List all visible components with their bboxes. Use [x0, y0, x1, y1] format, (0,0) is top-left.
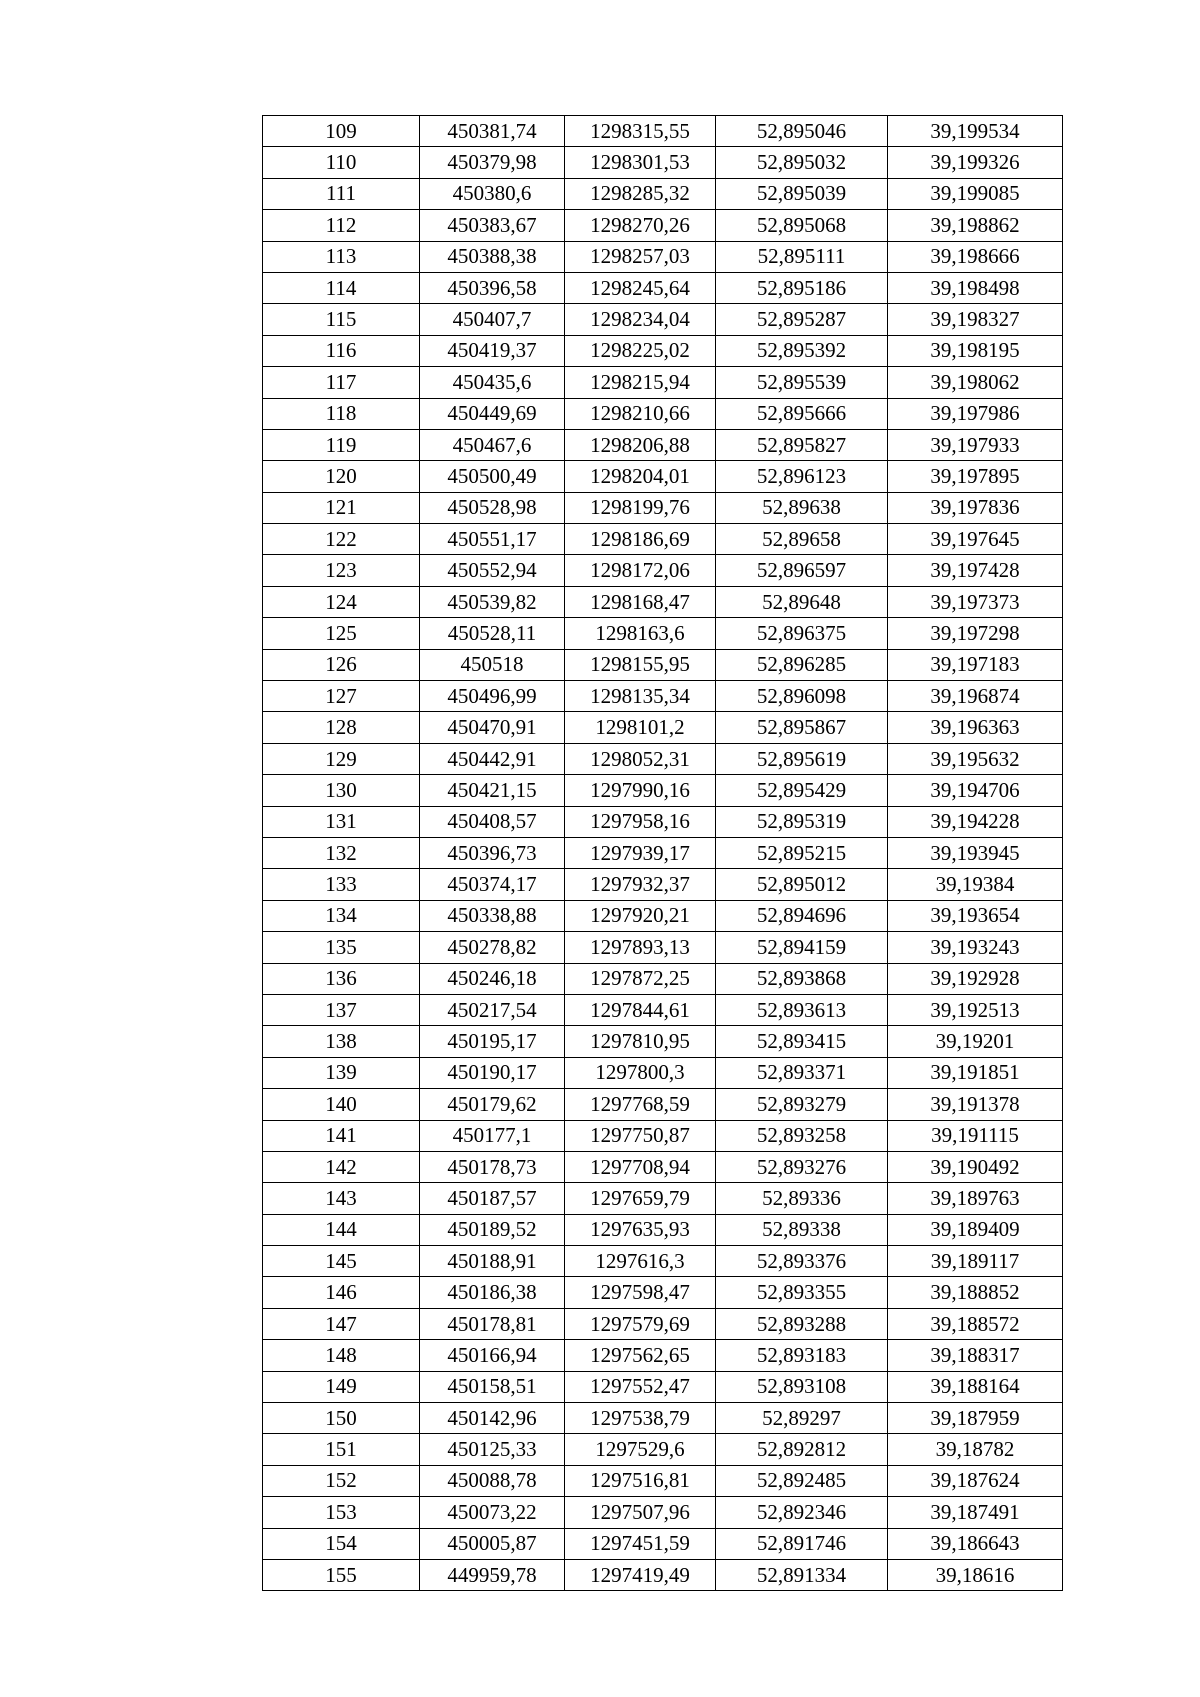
point-number-cell: 120 [263, 461, 420, 492]
x-coordinate-cell: 450435,6 [420, 367, 565, 398]
point-number-cell: 150 [263, 1403, 420, 1434]
x-coordinate-cell: 450166,94 [420, 1340, 565, 1371]
y-coordinate-cell: 1297958,16 [565, 806, 716, 837]
table-row [263, 1089, 1063, 1120]
point-number-cell: 123 [263, 555, 420, 586]
y-coordinate-cell: 1298206,88 [565, 429, 716, 460]
longitude-cell: 39,187491 [888, 1497, 1063, 1528]
latitude-cell: 52,89638 [716, 492, 888, 523]
y-coordinate-cell: 1297810,95 [565, 1026, 716, 1057]
x-coordinate-cell: 450190,17 [420, 1057, 565, 1088]
point-number-cell: 121 [263, 492, 420, 523]
latitude-cell: 52,895215 [716, 837, 888, 868]
latitude-cell: 52,892485 [716, 1465, 888, 1496]
latitude-cell: 52,895666 [716, 398, 888, 429]
longitude-cell: 39,198498 [888, 272, 1063, 303]
table-row [263, 743, 1063, 774]
table-row [263, 994, 1063, 1025]
y-coordinate-cell: 1297990,16 [565, 775, 716, 806]
longitude-cell: 39,186643 [888, 1528, 1063, 1559]
longitude-cell: 39,197933 [888, 429, 1063, 460]
point-number-cell: 148 [263, 1340, 420, 1371]
point-number-cell: 124 [263, 586, 420, 617]
point-number-cell: 119 [263, 429, 420, 460]
point-number-cell: 153 [263, 1497, 420, 1528]
y-coordinate-cell: 1297419,49 [565, 1559, 716, 1590]
y-coordinate-cell: 1297538,79 [565, 1403, 716, 1434]
latitude-cell: 52,893279 [716, 1089, 888, 1120]
table-row [263, 1120, 1063, 1151]
y-coordinate-cell: 1298172,06 [565, 555, 716, 586]
longitude-cell: 39,188572 [888, 1308, 1063, 1339]
point-number-cell: 128 [263, 712, 420, 743]
table-row [263, 398, 1063, 429]
table-row [263, 1528, 1063, 1559]
x-coordinate-cell: 450195,17 [420, 1026, 565, 1057]
x-coordinate-cell: 450178,73 [420, 1151, 565, 1182]
longitude-cell: 39,18782 [888, 1434, 1063, 1465]
y-coordinate-cell: 1298168,47 [565, 586, 716, 617]
latitude-cell: 52,895186 [716, 272, 888, 303]
latitude-cell: 52,895032 [716, 147, 888, 178]
point-number-cell: 111 [263, 178, 420, 209]
latitude-cell: 52,89658 [716, 524, 888, 555]
table-row [263, 1214, 1063, 1245]
longitude-cell: 39,197183 [888, 649, 1063, 680]
x-coordinate-cell: 450552,94 [420, 555, 565, 586]
y-coordinate-cell: 1297768,59 [565, 1089, 716, 1120]
table-row [263, 963, 1063, 994]
table-row [263, 1308, 1063, 1339]
y-coordinate-cell: 1297708,94 [565, 1151, 716, 1182]
y-coordinate-cell: 1298215,94 [565, 367, 716, 398]
latitude-cell: 52,896375 [716, 618, 888, 649]
x-coordinate-cell: 450528,98 [420, 492, 565, 523]
x-coordinate-cell: 450500,49 [420, 461, 565, 492]
point-number-cell: 139 [263, 1057, 420, 1088]
table-row [263, 932, 1063, 963]
y-coordinate-cell: 1298225,02 [565, 335, 716, 366]
point-number-cell: 113 [263, 241, 420, 272]
latitude-cell: 52,895539 [716, 367, 888, 398]
latitude-cell: 52,891746 [716, 1528, 888, 1559]
x-coordinate-cell: 450539,82 [420, 586, 565, 617]
point-number-cell: 154 [263, 1528, 420, 1559]
x-coordinate-cell: 450518 [420, 649, 565, 680]
x-coordinate-cell: 450278,82 [420, 932, 565, 963]
longitude-cell: 39,18616 [888, 1559, 1063, 1590]
longitude-cell: 39,197645 [888, 524, 1063, 555]
table-row [263, 869, 1063, 900]
y-coordinate-cell: 1298052,31 [565, 743, 716, 774]
table-row [263, 429, 1063, 460]
x-coordinate-cell: 450381,74 [420, 116, 565, 147]
x-coordinate-cell: 450217,54 [420, 994, 565, 1025]
x-coordinate-cell: 450467,6 [420, 429, 565, 460]
point-number-cell: 133 [263, 869, 420, 900]
latitude-cell: 52,893355 [716, 1277, 888, 1308]
longitude-cell: 39,188164 [888, 1371, 1063, 1402]
y-coordinate-cell: 1298245,64 [565, 272, 716, 303]
y-coordinate-cell: 1298301,53 [565, 147, 716, 178]
y-coordinate-cell: 1297579,69 [565, 1308, 716, 1339]
point-number-cell: 131 [263, 806, 420, 837]
table-row [263, 712, 1063, 743]
table-row [263, 178, 1063, 209]
y-coordinate-cell: 1298210,66 [565, 398, 716, 429]
x-coordinate-cell: 450005,87 [420, 1528, 565, 1559]
table-row [263, 681, 1063, 712]
x-coordinate-cell: 450142,96 [420, 1403, 565, 1434]
y-coordinate-cell: 1297800,3 [565, 1057, 716, 1088]
table-row [263, 1057, 1063, 1088]
table-row [263, 586, 1063, 617]
y-coordinate-cell: 1298270,26 [565, 210, 716, 241]
table-row [263, 241, 1063, 272]
point-number-cell: 141 [263, 1120, 420, 1151]
longitude-cell: 39,188317 [888, 1340, 1063, 1371]
longitude-cell: 39,198666 [888, 241, 1063, 272]
point-number-cell: 132 [263, 837, 420, 868]
table-row [263, 1403, 1063, 1434]
table-row [263, 524, 1063, 555]
latitude-cell: 52,895827 [716, 429, 888, 460]
longitude-cell: 39,194706 [888, 775, 1063, 806]
y-coordinate-cell: 1297552,47 [565, 1371, 716, 1402]
table-row [263, 1183, 1063, 1214]
x-coordinate-cell: 450470,91 [420, 712, 565, 743]
latitude-cell: 52,894159 [716, 932, 888, 963]
x-coordinate-cell: 450188,91 [420, 1246, 565, 1277]
point-number-cell: 145 [263, 1246, 420, 1277]
latitude-cell: 52,893613 [716, 994, 888, 1025]
y-coordinate-cell: 1298135,34 [565, 681, 716, 712]
table-row [263, 116, 1063, 147]
x-coordinate-cell: 450496,99 [420, 681, 565, 712]
x-coordinate-cell: 450178,81 [420, 1308, 565, 1339]
x-coordinate-cell: 450125,33 [420, 1434, 565, 1465]
x-coordinate-cell: 450374,17 [420, 869, 565, 900]
y-coordinate-cell: 1297598,47 [565, 1277, 716, 1308]
y-coordinate-cell: 1297659,79 [565, 1183, 716, 1214]
point-number-cell: 152 [263, 1465, 420, 1496]
latitude-cell: 52,89338 [716, 1214, 888, 1245]
x-coordinate-cell: 450551,17 [420, 524, 565, 555]
point-number-cell: 122 [263, 524, 420, 555]
y-coordinate-cell: 1298285,32 [565, 178, 716, 209]
longitude-cell: 39,198862 [888, 210, 1063, 241]
table-row [263, 806, 1063, 837]
x-coordinate-cell: 450379,98 [420, 147, 565, 178]
latitude-cell: 52,896285 [716, 649, 888, 680]
longitude-cell: 39,193243 [888, 932, 1063, 963]
x-coordinate-cell: 450408,57 [420, 806, 565, 837]
longitude-cell: 39,190492 [888, 1151, 1063, 1182]
point-number-cell: 140 [263, 1089, 420, 1120]
table-row [263, 210, 1063, 241]
latitude-cell: 52,893868 [716, 963, 888, 994]
latitude-cell: 52,892812 [716, 1434, 888, 1465]
y-coordinate-cell: 1298163,6 [565, 618, 716, 649]
latitude-cell: 52,893258 [716, 1120, 888, 1151]
point-number-cell: 125 [263, 618, 420, 649]
latitude-cell: 52,893415 [716, 1026, 888, 1057]
point-number-cell: 115 [263, 304, 420, 335]
table-row [263, 367, 1063, 398]
table-row [263, 335, 1063, 366]
longitude-cell: 39,188852 [888, 1277, 1063, 1308]
latitude-cell: 52,893276 [716, 1151, 888, 1182]
coordinates-table-body [263, 116, 1063, 1591]
latitude-cell: 52,895287 [716, 304, 888, 335]
longitude-cell: 39,192928 [888, 963, 1063, 994]
point-number-cell: 146 [263, 1277, 420, 1308]
longitude-cell: 39,199326 [888, 147, 1063, 178]
point-number-cell: 138 [263, 1026, 420, 1057]
point-number-cell: 137 [263, 994, 420, 1025]
x-coordinate-cell: 450419,37 [420, 335, 565, 366]
y-coordinate-cell: 1298155,95 [565, 649, 716, 680]
y-coordinate-cell: 1297635,93 [565, 1214, 716, 1245]
x-coordinate-cell: 450380,6 [420, 178, 565, 209]
longitude-cell: 39,194228 [888, 806, 1063, 837]
table-row [263, 1371, 1063, 1402]
y-coordinate-cell: 1297844,61 [565, 994, 716, 1025]
table-row [263, 555, 1063, 586]
table-row [263, 900, 1063, 931]
latitude-cell: 52,89648 [716, 586, 888, 617]
table-row [263, 1497, 1063, 1528]
longitude-cell: 39,191851 [888, 1057, 1063, 1088]
x-coordinate-cell: 450383,67 [420, 210, 565, 241]
y-coordinate-cell: 1297872,25 [565, 963, 716, 994]
x-coordinate-cell: 450449,69 [420, 398, 565, 429]
latitude-cell: 52,893183 [716, 1340, 888, 1371]
longitude-cell: 39,197428 [888, 555, 1063, 586]
y-coordinate-cell: 1297616,3 [565, 1246, 716, 1277]
longitude-cell: 39,196874 [888, 681, 1063, 712]
y-coordinate-cell: 1297529,6 [565, 1434, 716, 1465]
longitude-cell: 39,187624 [888, 1465, 1063, 1496]
latitude-cell: 52,895068 [716, 210, 888, 241]
longitude-cell: 39,189763 [888, 1183, 1063, 1214]
y-coordinate-cell: 1297932,37 [565, 869, 716, 900]
y-coordinate-cell: 1297939,17 [565, 837, 716, 868]
latitude-cell: 52,895319 [716, 806, 888, 837]
point-number-cell: 149 [263, 1371, 420, 1402]
latitude-cell: 52,893371 [716, 1057, 888, 1088]
latitude-cell: 52,893376 [716, 1246, 888, 1277]
latitude-cell: 52,895012 [716, 869, 888, 900]
x-coordinate-cell: 450396,58 [420, 272, 565, 303]
longitude-cell: 39,197373 [888, 586, 1063, 617]
point-number-cell: 116 [263, 335, 420, 366]
x-coordinate-cell: 450179,62 [420, 1089, 565, 1120]
latitude-cell: 52,896597 [716, 555, 888, 586]
latitude-cell: 52,896123 [716, 461, 888, 492]
table-row [263, 1277, 1063, 1308]
point-number-cell: 110 [263, 147, 420, 178]
x-coordinate-cell: 450388,38 [420, 241, 565, 272]
point-number-cell: 130 [263, 775, 420, 806]
point-number-cell: 155 [263, 1559, 420, 1590]
point-number-cell: 112 [263, 210, 420, 241]
latitude-cell: 52,891334 [716, 1559, 888, 1590]
y-coordinate-cell: 1297750,87 [565, 1120, 716, 1151]
y-coordinate-cell: 1297507,96 [565, 1497, 716, 1528]
point-number-cell: 126 [263, 649, 420, 680]
y-coordinate-cell: 1298199,76 [565, 492, 716, 523]
table-row [263, 618, 1063, 649]
point-number-cell: 144 [263, 1214, 420, 1245]
point-number-cell: 143 [263, 1183, 420, 1214]
point-number-cell: 147 [263, 1308, 420, 1339]
y-coordinate-cell: 1298234,04 [565, 304, 716, 335]
point-number-cell: 117 [263, 367, 420, 398]
y-coordinate-cell: 1297920,21 [565, 900, 716, 931]
latitude-cell: 52,89297 [716, 1403, 888, 1434]
table-row [263, 1246, 1063, 1277]
x-coordinate-cell: 450158,51 [420, 1371, 565, 1402]
longitude-cell: 39,198062 [888, 367, 1063, 398]
y-coordinate-cell: 1298315,55 [565, 116, 716, 147]
latitude-cell: 52,895392 [716, 335, 888, 366]
longitude-cell: 39,199085 [888, 178, 1063, 209]
y-coordinate-cell: 1298186,69 [565, 524, 716, 555]
y-coordinate-cell: 1297893,13 [565, 932, 716, 963]
point-number-cell: 151 [263, 1434, 420, 1465]
table-row [263, 461, 1063, 492]
table-row [263, 492, 1063, 523]
table-row [263, 1434, 1063, 1465]
longitude-cell: 39,189117 [888, 1246, 1063, 1277]
longitude-cell: 39,187959 [888, 1403, 1063, 1434]
latitude-cell: 52,89336 [716, 1183, 888, 1214]
longitude-cell: 39,19201 [888, 1026, 1063, 1057]
latitude-cell: 52,892346 [716, 1497, 888, 1528]
x-coordinate-cell: 450246,18 [420, 963, 565, 994]
longitude-cell: 39,193945 [888, 837, 1063, 868]
point-number-cell: 129 [263, 743, 420, 774]
table-row [263, 147, 1063, 178]
latitude-cell: 52,895867 [716, 712, 888, 743]
longitude-cell: 39,195632 [888, 743, 1063, 774]
x-coordinate-cell: 450177,1 [420, 1120, 565, 1151]
longitude-cell: 39,189409 [888, 1214, 1063, 1245]
x-coordinate-cell: 449959,78 [420, 1559, 565, 1590]
point-number-cell: 114 [263, 272, 420, 303]
x-coordinate-cell: 450528,11 [420, 618, 565, 649]
longitude-cell: 39,197895 [888, 461, 1063, 492]
x-coordinate-cell: 450338,88 [420, 900, 565, 931]
x-coordinate-cell: 450186,38 [420, 1277, 565, 1308]
point-number-cell: 136 [263, 963, 420, 994]
y-coordinate-cell: 1298101,2 [565, 712, 716, 743]
coordinates-table [262, 115, 1063, 1591]
point-number-cell: 142 [263, 1151, 420, 1182]
y-coordinate-cell: 1297516,81 [565, 1465, 716, 1496]
table-row [263, 1151, 1063, 1182]
longitude-cell: 39,197836 [888, 492, 1063, 523]
x-coordinate-cell: 450442,91 [420, 743, 565, 774]
latitude-cell: 52,895619 [716, 743, 888, 774]
latitude-cell: 52,895429 [716, 775, 888, 806]
longitude-cell: 39,197986 [888, 398, 1063, 429]
table-row [263, 1340, 1063, 1371]
y-coordinate-cell: 1298257,03 [565, 241, 716, 272]
longitude-cell: 39,192513 [888, 994, 1063, 1025]
table-row [263, 649, 1063, 680]
point-number-cell: 134 [263, 900, 420, 931]
latitude-cell: 52,896098 [716, 681, 888, 712]
longitude-cell: 39,198195 [888, 335, 1063, 366]
x-coordinate-cell: 450396,73 [420, 837, 565, 868]
longitude-cell: 39,198327 [888, 304, 1063, 335]
point-number-cell: 127 [263, 681, 420, 712]
latitude-cell: 52,893288 [716, 1308, 888, 1339]
longitude-cell: 39,196363 [888, 712, 1063, 743]
longitude-cell: 39,199534 [888, 116, 1063, 147]
y-coordinate-cell: 1297562,65 [565, 1340, 716, 1371]
y-coordinate-cell: 1297451,59 [565, 1528, 716, 1559]
longitude-cell: 39,197298 [888, 618, 1063, 649]
point-number-cell: 118 [263, 398, 420, 429]
x-coordinate-cell: 450421,15 [420, 775, 565, 806]
longitude-cell: 39,193654 [888, 900, 1063, 931]
table-row [263, 1559, 1063, 1590]
x-coordinate-cell: 450088,78 [420, 1465, 565, 1496]
x-coordinate-cell: 450187,57 [420, 1183, 565, 1214]
latitude-cell: 52,895039 [716, 178, 888, 209]
x-coordinate-cell: 450073,22 [420, 1497, 565, 1528]
latitude-cell: 52,895046 [716, 116, 888, 147]
latitude-cell: 52,894696 [716, 900, 888, 931]
point-number-cell: 135 [263, 932, 420, 963]
latitude-cell: 52,893108 [716, 1371, 888, 1402]
table-row [263, 304, 1063, 335]
x-coordinate-cell: 450407,7 [420, 304, 565, 335]
point-number-cell: 109 [263, 116, 420, 147]
x-coordinate-cell: 450189,52 [420, 1214, 565, 1245]
table-row [263, 1026, 1063, 1057]
table-row [263, 272, 1063, 303]
longitude-cell: 39,191378 [888, 1089, 1063, 1120]
y-coordinate-cell: 1298204,01 [565, 461, 716, 492]
latitude-cell: 52,895111 [716, 241, 888, 272]
table-row [263, 837, 1063, 868]
table-row [263, 775, 1063, 806]
table-row [263, 1465, 1063, 1496]
longitude-cell: 39,191115 [888, 1120, 1063, 1151]
longitude-cell: 39,19384 [888, 869, 1063, 900]
